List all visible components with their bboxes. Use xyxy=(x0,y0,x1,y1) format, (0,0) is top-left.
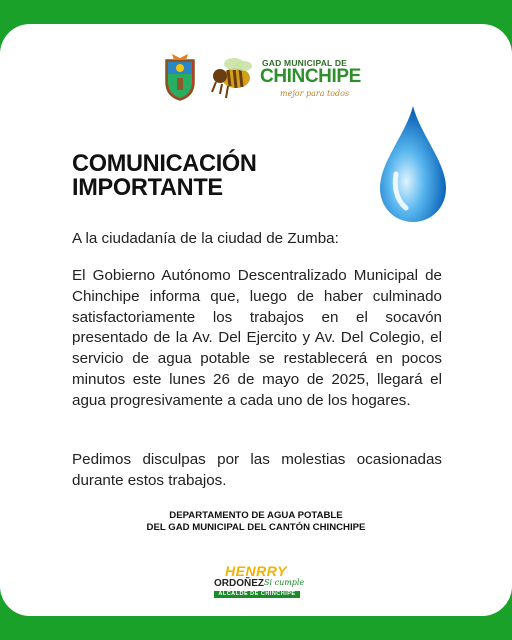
body-text: El Gobierno Autónomo Descentralizado Municipal de Chinchipe informa que, luego de haber culminado satisfactoriamente los trabajos en el socavón presentado de la Av. Del Ejercito y Av. Del Colegio, el servicio de agua potable se restablecerá en pocos minutos este lunes 26 de mayo de 2025, llegará el agua progresivamente a cada uno de los hogares. xyxy=(72,267,442,409)
municipal-crest-icon xyxy=(162,52,198,102)
department-line1: DEPARTAMENTO DE AGUA POTABLE xyxy=(169,510,343,521)
notice-title-line2: IMPORTANTE xyxy=(72,174,223,201)
org-name-big: CHINCHIPE xyxy=(260,66,361,87)
notice-title-line1: COMUNICACIÓN xyxy=(72,150,257,177)
department-signoff xyxy=(96,510,416,534)
header-logos xyxy=(162,52,361,108)
water-drop-icon xyxy=(376,104,450,226)
mayor-signature-logo xyxy=(206,563,306,607)
department-line2: DEL GAD MUNICIPAL DEL CANTÓN CHINCHIPE xyxy=(146,522,366,533)
bee-logo-icon xyxy=(210,52,256,102)
org-name-small: GAD MUNICIPAL DE xyxy=(262,58,348,68)
apology-text: Pedimos disculpas por las molestias ocasionadas durante estos trabajos. xyxy=(72,451,442,489)
signature-script: Si cumple xyxy=(264,578,305,587)
signature-surname: ORDOÑEZ xyxy=(214,578,264,589)
greeting-text: A la ciudadanía de la ciudad de Zumba: xyxy=(72,230,339,247)
signature-first-name: HENRRY xyxy=(225,563,287,579)
org-slogan: mejor para todos xyxy=(280,89,350,98)
signature-title-bar: ALCALDE DE CHINCHIPE xyxy=(214,591,300,598)
notice-title xyxy=(72,152,257,200)
